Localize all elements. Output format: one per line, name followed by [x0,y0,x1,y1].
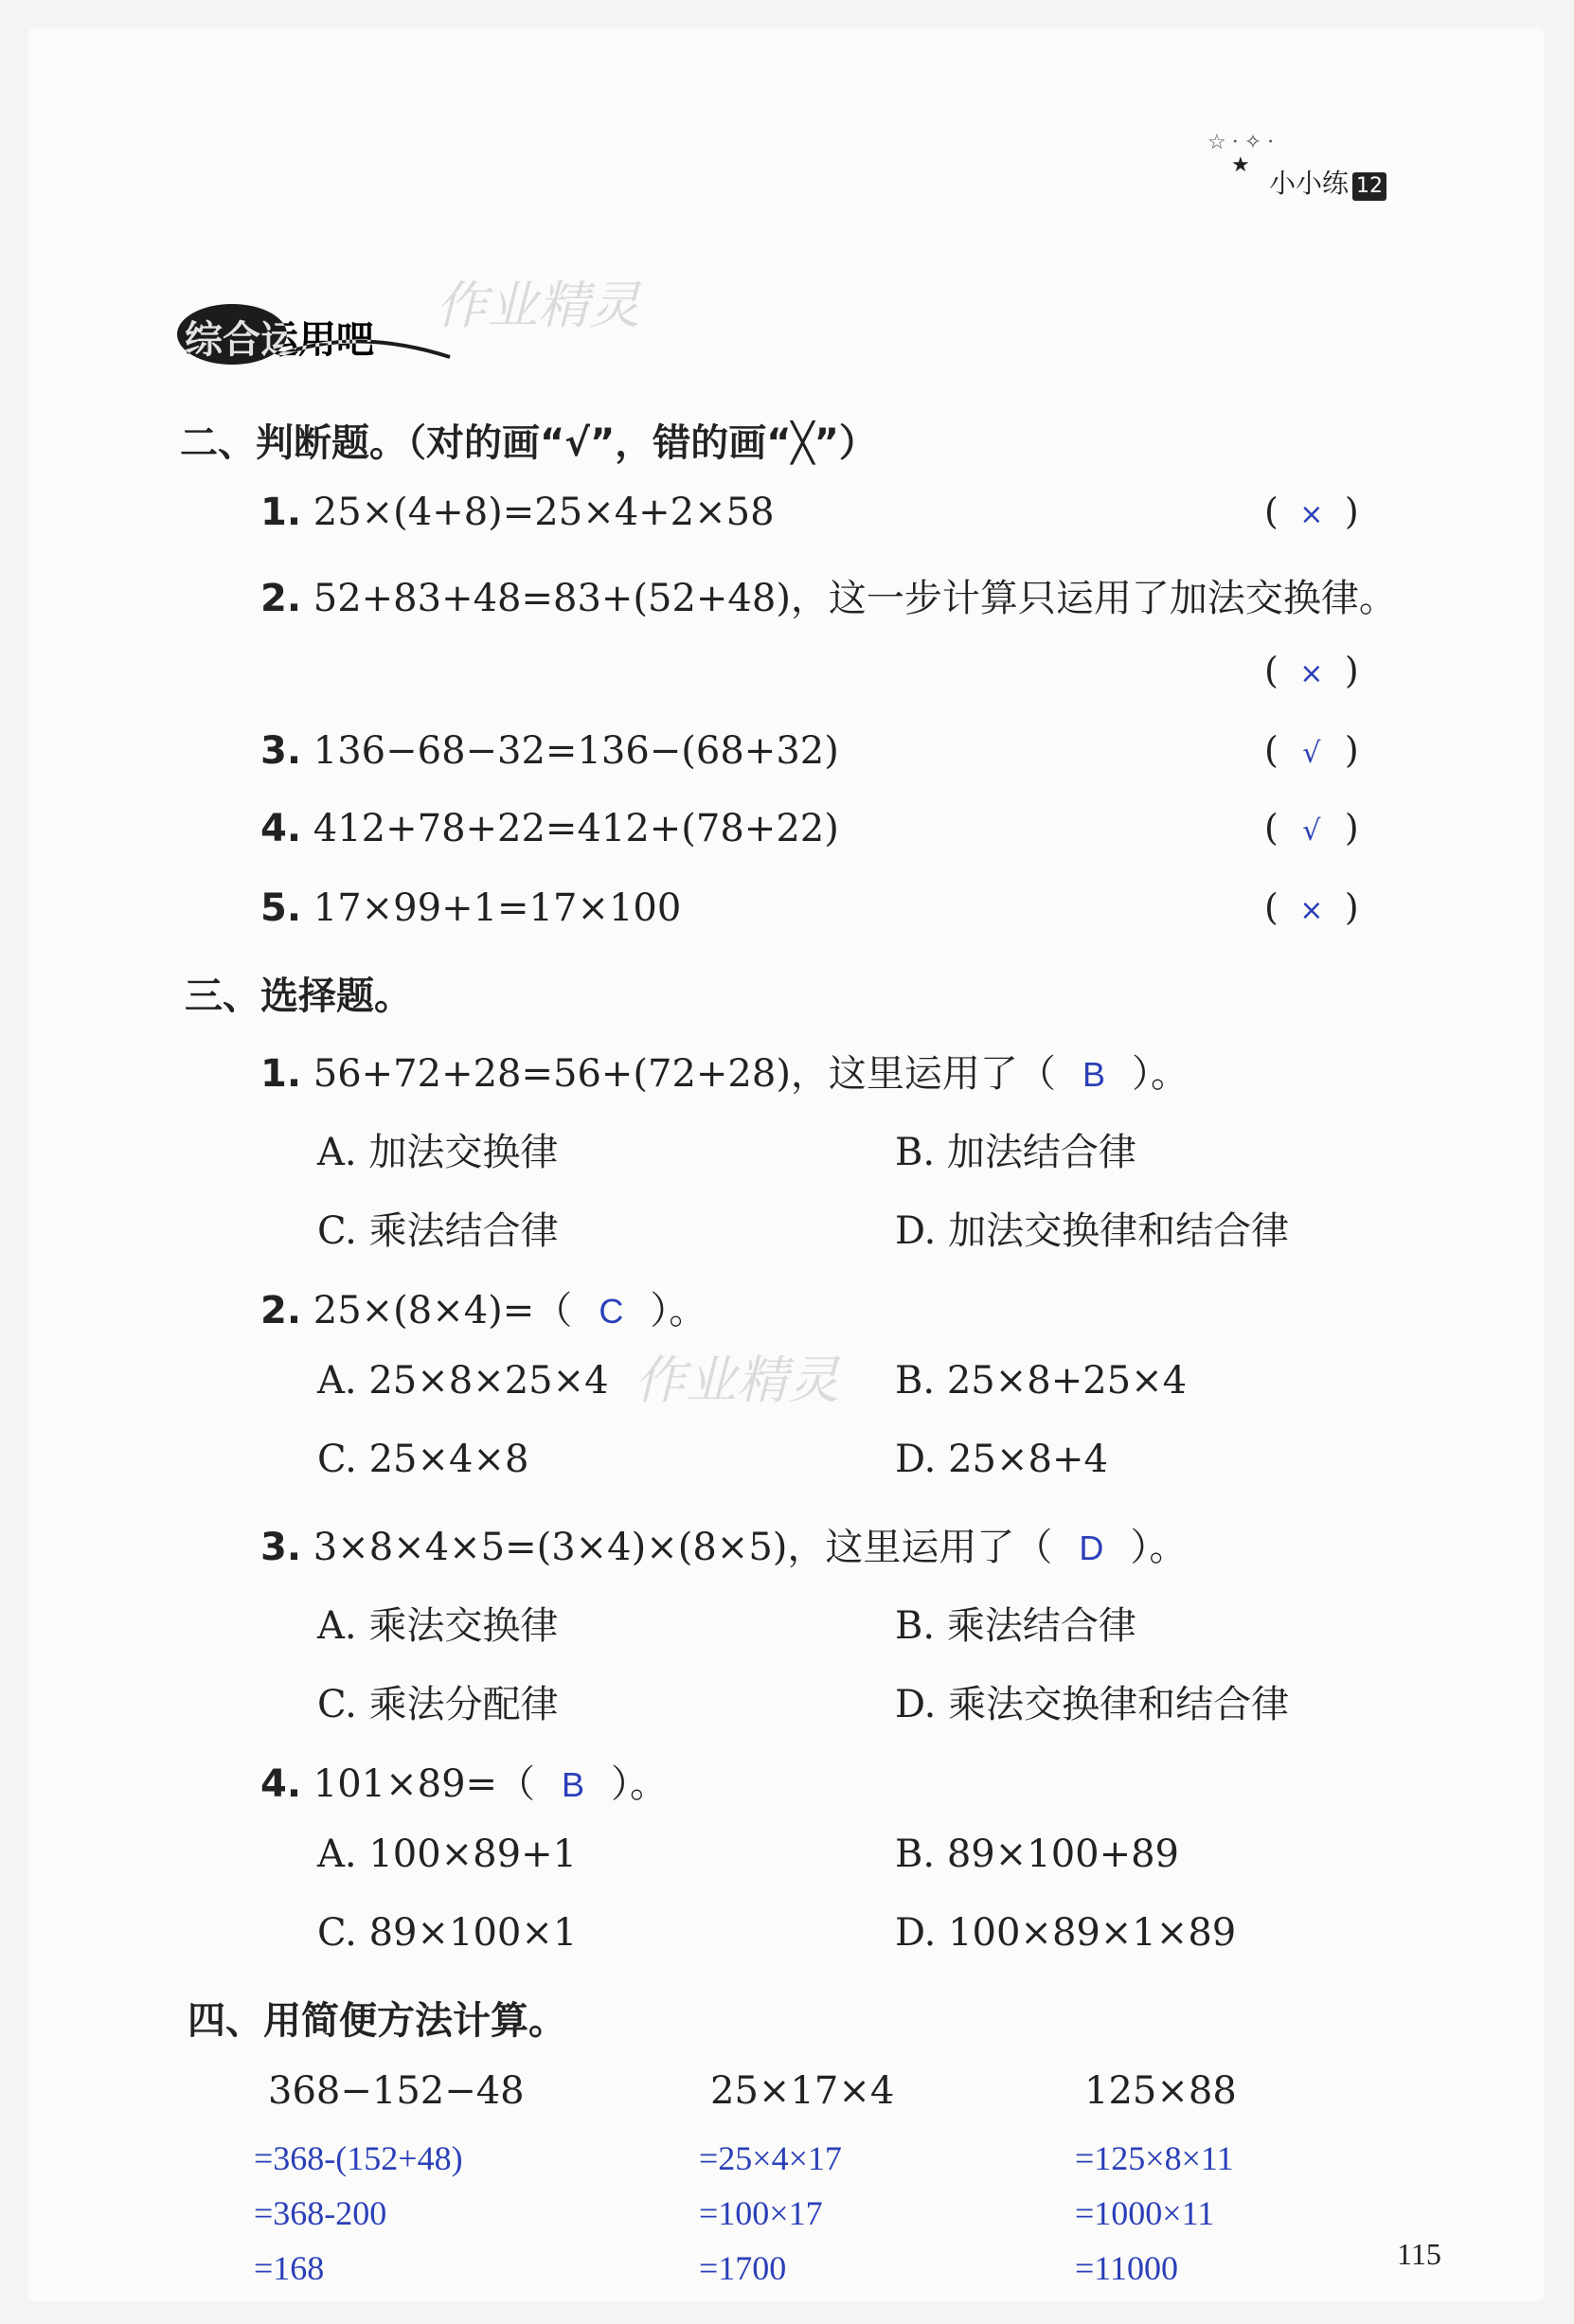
calc-step: =100×17 [699,2194,823,2232]
option-c: C. 乘法分配律 [317,1683,559,1726]
item-text: 412+78+22=412+(78+22) [313,807,839,850]
choice-answer: C [599,1292,624,1331]
calc-problem-2: 25×17×4 [710,2069,895,2113]
item-number: 2. [260,577,302,620]
item-stem: 3×8×4×5=(3×4)×(8×5)，这里运用了（ [313,1526,1053,1569]
section-banner [175,289,459,374]
judge-answer-3: ( √ ) [1264,729,1359,771]
calc-step: =1000×11 [1075,2194,1215,2232]
option-d: D. 25×8+4 [895,1438,1108,1481]
calc-step: =368-200 [254,2194,387,2232]
item-number: 4. [260,1762,302,1806]
section-2-title: 二、判断题。（对的画“√”，错的画“╳”） [180,421,877,465]
item-number: 1. [260,491,302,534]
item-stem-end: ）。 [650,1289,707,1332]
choice-item-4 [260,1754,668,1808]
item-number: 2. [260,1289,302,1332]
calc-problem-1: 368−152−48 [268,2069,525,2113]
banner-text: 综合运用吧 [185,318,374,362]
option-a: A. 乘法交换律 [317,1604,559,1648]
item-text: 52+83+48=83+(52+48)，这一步计算只运用了加法交换律。 [313,577,1397,620]
answer-mark: × [1299,894,1324,927]
page-number: 115 [1397,2237,1441,2271]
item-stem: 101×89=（ [313,1762,536,1806]
header-star-icon: ★ [1231,153,1250,177]
choice-answer: B [562,1765,585,1804]
item-text: 136−68−32=136−(68+32) [313,729,839,773]
calc-step: =368-(152+48) [254,2139,463,2177]
option-a: A. 加法交换律 [317,1131,559,1174]
option-b: B. 加法结合律 [895,1131,1136,1174]
item-number: 3. [260,729,302,773]
judge-item-1 [260,491,775,534]
option-a: A. 100×89+1 [317,1832,578,1876]
judge-answer-4: ( √ ) [1264,807,1359,849]
judge-item-4 [260,807,839,850]
judge-item-5 [260,886,681,930]
choice-item-3 [260,1517,1187,1571]
item-stem: 25×(8×4)=（ [313,1289,573,1332]
judge-item-2 [260,568,1397,622]
answer-mark: × [1299,498,1324,531]
calc-step: =11000 [1075,2249,1178,2287]
judge-answer-1: ( × ) [1264,491,1359,532]
item-number: 1. [260,1052,302,1096]
answer-mark: × [1299,657,1324,690]
option-d: D. 乘法交换律和结合律 [895,1683,1290,1726]
option-a: A. 25×8×25×4 [317,1359,609,1403]
header-lesson-label [1269,163,1386,201]
option-b: B. 89×100+89 [895,1832,1179,1876]
item-stem-end: ）。 [611,1762,669,1806]
section-3-title: 三、选择题。 [185,974,412,1018]
calc-step: =125×8×11 [1075,2139,1234,2177]
header-stars-icon: ☆·✧· [1207,131,1280,154]
calc-problem-3: 125×88 [1084,2069,1237,2113]
item-number: 3. [260,1526,302,1569]
judge-answer-2: ( × ) [1264,650,1359,691]
answer-mark: √ [1302,737,1321,770]
watermark-top: 作业精灵 [436,276,640,335]
choice-item-2 [260,1280,707,1334]
judge-item-3 [260,729,839,773]
answer-mark: √ [1302,814,1321,848]
item-stem-end: ）。 [1131,1052,1189,1096]
option-d: D. 加法交换律和结合律 [895,1209,1290,1253]
option-c: C. 25×4×8 [317,1438,529,1481]
item-text: 17×99+1=17×100 [313,886,682,930]
item-text: 25×(4+8)=25×4+2×58 [313,491,775,534]
header-label-text: 小小练 [1269,168,1350,199]
option-c: C. 89×100×1 [317,1911,578,1955]
calc-step: =25×4×17 [699,2139,842,2177]
choice-item-1 [260,1044,1189,1098]
choice-answer: D [1079,1528,1104,1567]
option-d: D. 100×89×1×89 [895,1911,1237,1955]
item-stem-end: ）。 [1130,1526,1188,1569]
item-number: 4. [260,807,302,850]
lesson-number-badge: 12 [1352,172,1386,201]
choice-answer: B [1082,1055,1105,1094]
option-b: B. 乘法结合律 [895,1604,1136,1648]
calc-step: =168 [254,2249,325,2287]
watermark-middle: 作业精灵 [635,1350,839,1410]
option-c: C. 乘法结合律 [317,1209,559,1253]
option-b: B. 25×8+25×4 [895,1359,1188,1403]
item-stem: 56+72+28=56+(72+28)，这里运用了（ [313,1052,1056,1096]
calc-step: =1700 [699,2249,787,2287]
section-4-title: 四、用简便方法计算。 [188,1999,566,2043]
item-number: 5. [260,886,302,930]
judge-answer-5: ( × ) [1264,886,1359,928]
